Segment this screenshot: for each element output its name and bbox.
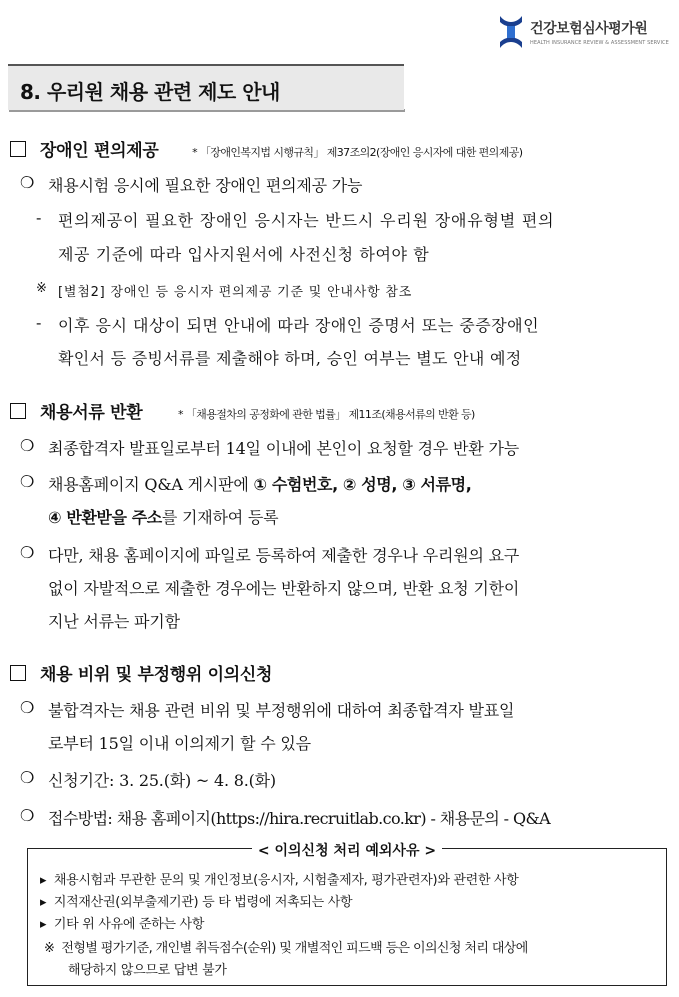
line-text: 불합격자는 채용 관련 비위 및 부정행위에 대하여 최종합격자 발표일 bbox=[48, 701, 515, 720]
exception-item-text: 전형별 평가기준, 개인별 취득점수(순위) 및 개별적인 피드백 등은 이의신청 처리 대상에 bbox=[61, 941, 528, 956]
triangle-bullet-icon: ▸ bbox=[40, 873, 47, 888]
line-text: 없이 자발적으로 제출한 경우에는 반환하지 않으며, 반환 요청 기한이 bbox=[48, 579, 520, 598]
line-bold-text: ① 수험번호, ② 성명, ③ 서류명, bbox=[253, 475, 472, 494]
exception-box-title-text: < 이의신청 처리 예외사유 > bbox=[252, 843, 442, 859]
exception-box bbox=[27, 843, 667, 986]
line-text: 로부터 15일 이내 이의제기 할 수 있음 bbox=[48, 734, 311, 753]
exception-item-text: 채용시험과 무관한 문의 및 개인정보(응시자, 시험출제자, 평가관련자)와 관련한 사항 bbox=[53, 873, 519, 888]
circle-bullet-icon: ❍ bbox=[20, 768, 35, 787]
triangle-bullet-icon: ▸ bbox=[40, 895, 47, 910]
line-text: 확인서 등 증빙서류를 제출해야 하며, 승인 여부는 별도 안내 예정 bbox=[58, 349, 522, 368]
exception-item-text: 지적재산권(외부출제기관) 등 타 법령에 저촉되는 사항 bbox=[53, 895, 353, 910]
exception-box-title bbox=[28, 840, 666, 860]
logo-name: 건강보험심사평가원 bbox=[530, 21, 648, 37]
exception-item bbox=[40, 891, 352, 910]
section-heading-document-return bbox=[10, 398, 475, 423]
line-text: 를 기재하여 등록 bbox=[161, 508, 279, 527]
reference-mark-icon: ※ bbox=[36, 281, 47, 296]
section-note: * 「장애인복지법 시행규칙」 제37조의2(장애인 응시자에 대한 편의제공) bbox=[192, 146, 523, 159]
line-text: [별첨2] 장애인 등 응시자 편의제공 기준 및 안내사항 참조 bbox=[58, 285, 413, 300]
reference-mark-icon: ※ bbox=[44, 941, 55, 956]
exception-item-text: 해당하지 않으므로 답변 불가 bbox=[68, 963, 227, 978]
circle-bullet-icon: ❍ bbox=[20, 173, 35, 192]
circle-bullet-icon: ❍ bbox=[20, 436, 35, 455]
line-text: 지난 서류는 파기함 bbox=[48, 612, 180, 631]
line-text: 편의제공이 필요한 장애인 응시자는 반드시 우리원 장애유형별 편의 bbox=[58, 211, 555, 230]
checkbox-square-icon bbox=[10, 665, 26, 681]
logo-english-name: HEALTH INSURANCE REVIEW & ASSESSMENT SERVICE bbox=[530, 40, 669, 46]
dash-bullet: - bbox=[36, 208, 42, 227]
line-text: 채용홈페이지 Q&A 게시판에 bbox=[48, 475, 254, 494]
hira-logo bbox=[496, 14, 669, 54]
page-title: 8. 우리원 채용 관련 제도 안내 bbox=[20, 80, 280, 104]
line-text: 제공 기준에 따라 입사지원서에 사전신청 하여야 함 bbox=[58, 245, 430, 264]
line-text: 신청기간: 3. 25.(화) ~ 4. 8.(화) bbox=[48, 771, 276, 790]
exception-item bbox=[40, 869, 519, 888]
dash-bullet: - bbox=[36, 313, 42, 332]
hira-logo-mark-icon bbox=[496, 14, 526, 50]
circle-bullet-icon: ❍ bbox=[20, 698, 35, 717]
section-title: 장애인 편의제공 bbox=[40, 141, 159, 161]
triangle-bullet-icon: ▸ bbox=[40, 917, 47, 932]
section-heading-disability bbox=[10, 136, 522, 161]
exception-item bbox=[44, 937, 528, 956]
line-text: 다만, 채용 홈페이지에 파일로 등록하여 제출한 경우나 우리원의 요구 bbox=[48, 546, 520, 565]
circle-bullet-icon: ❍ bbox=[20, 806, 35, 825]
checkbox-square-icon bbox=[10, 403, 26, 419]
line-text: 이후 응시 대상이 되면 안내에 따라 장애인 증명서 또는 중증장애인 bbox=[58, 316, 540, 335]
line-text: 채용시험 응시에 필요한 장애인 편의제공 가능 bbox=[48, 176, 363, 195]
circle-bullet-icon: ❍ bbox=[20, 472, 35, 491]
section-title: 채용서류 반환 bbox=[40, 403, 143, 423]
line-bold-text: ④ 반환받을 주소 bbox=[48, 508, 162, 527]
circle-bullet-icon: ❍ bbox=[20, 543, 35, 562]
exception-item-text: 기타 위 사유에 준하는 사항 bbox=[53, 917, 205, 932]
checkbox-square-icon bbox=[10, 141, 26, 157]
exception-item bbox=[40, 913, 204, 932]
section-note: * 「채용절차의 공정화에 관한 법률」 제11조(채용서류의 반환 등) bbox=[177, 408, 475, 421]
line-text: 최종합격자 발표일로부터 14일 이내에 본인이 요청할 경우 반환 가능 bbox=[48, 439, 519, 458]
title-banner bbox=[8, 64, 404, 110]
section-heading-objection bbox=[10, 660, 272, 685]
exception-item bbox=[68, 959, 227, 978]
section-title: 채용 비위 및 부정행위 이의신청 bbox=[40, 665, 273, 685]
line-text: 접수방법: 채용 홈페이지(https://hira.recruitlab.co.kr) - 채용문의 - Q&A bbox=[48, 809, 551, 828]
